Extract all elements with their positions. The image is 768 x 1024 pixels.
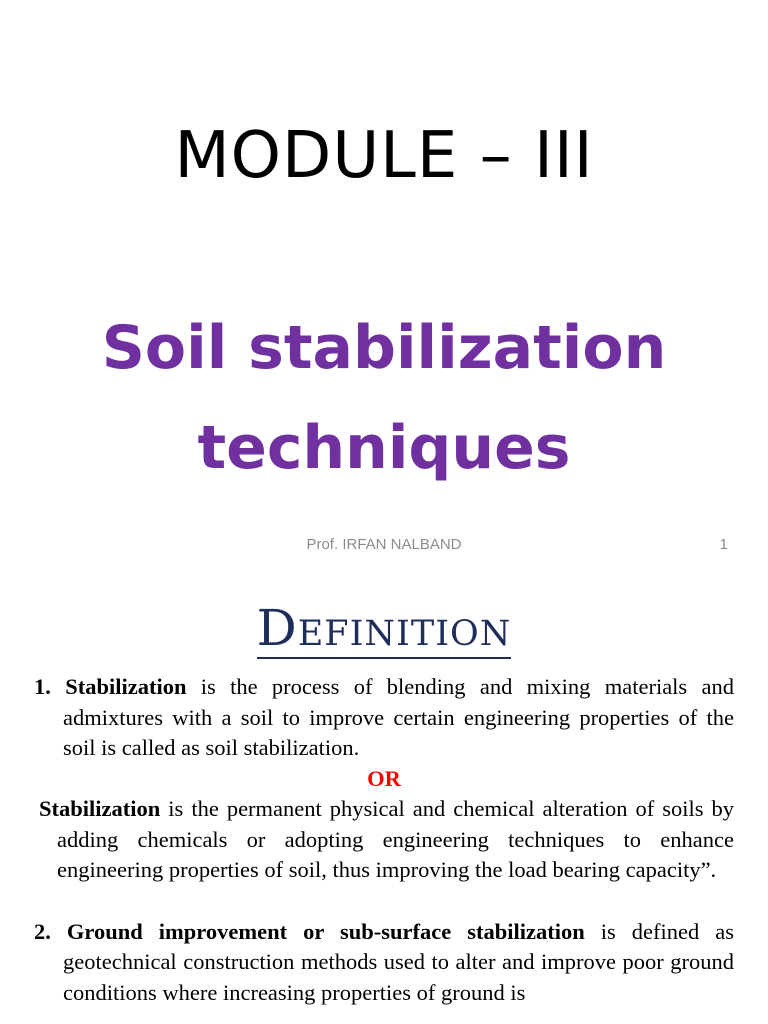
module-title: MODULE – III <box>174 119 594 193</box>
definition-item-1 <box>34 672 734 764</box>
subtitle-line-1: Soil stabilization <box>101 313 667 383</box>
item-1-text: is the process of blending and mixing materials and admixtures with a soil to improve certain engineering properties of the soil is called as soil stabilization. <box>63 674 734 760</box>
item-2-term: Ground improvement or sub-surface stabilization <box>66 918 585 944</box>
footer-author: Prof. IRFAN NALBAND <box>306 536 462 553</box>
item-1b-term: Stabilization <box>39 796 161 821</box>
definition-heading <box>0 598 768 658</box>
definition-body <box>34 672 734 1008</box>
definition-item-2 <box>34 917 734 1009</box>
definition-item-1b <box>34 794 734 886</box>
item-2-number: 2. <box>34 918 51 944</box>
item-1-term: Stabilization <box>65 674 187 699</box>
subtitle-line-2: techniques <box>197 413 571 483</box>
page-number: 1 <box>719 536 728 553</box>
item-2-text: is defined as geotechnical construction methods used to alter and improve poor ground conditions where increasing properties of ground is <box>63 918 734 1005</box>
paragraph-gap <box>34 886 734 917</box>
slide-subtitle <box>0 298 768 498</box>
item-1b-text: is the permanent physical and chemical alteration of soils by adding chemicals or adopting engineering techniques to enhance engineering properties of soil, thus improving the load bearing capacity”. <box>57 796 734 882</box>
definition-slide <box>0 576 768 1024</box>
item-1-number: 1. <box>34 674 51 699</box>
or-separator: OR <box>367 765 401 791</box>
definition-heading-text: Definition <box>256 599 512 657</box>
